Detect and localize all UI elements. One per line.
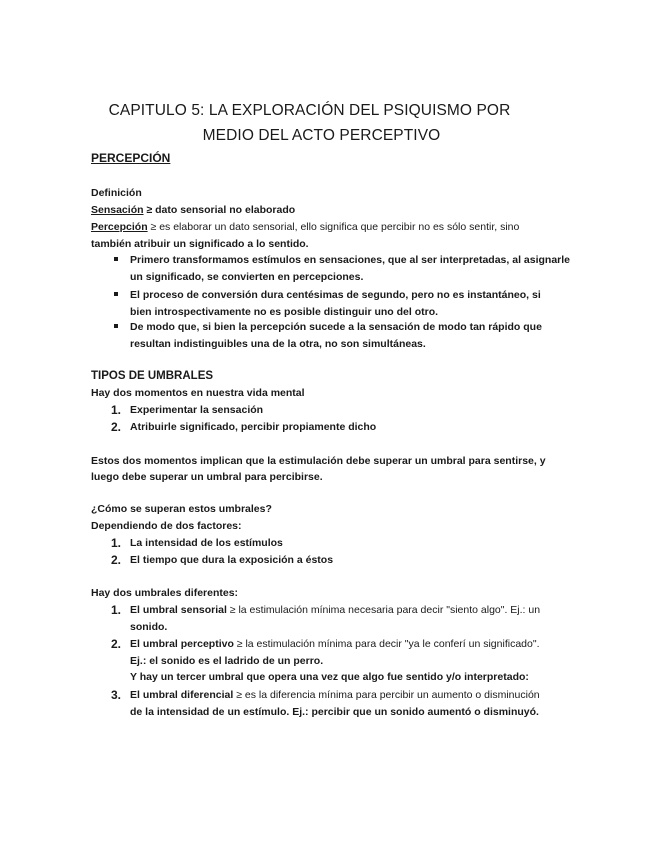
sensacion-term: Sensación — [91, 204, 144, 216]
list-number: 1. — [111, 403, 122, 417]
umbrales-para-1: Estos dos momentos implican que la estimulación debe superar un umbral para sentirse, y — [91, 455, 546, 467]
type-1-line-1 — [130, 604, 540, 616]
bullet-3-line-2: resultan indistinguibles una de la otra, no son simultáneas. — [130, 338, 426, 350]
definicion-heading: Definición — [91, 187, 142, 199]
list-number: 1. — [111, 536, 122, 550]
list-number: 3. — [111, 688, 122, 702]
sensacion-text: ≥ dato sensorial no elaborado — [143, 204, 296, 216]
bullet-2-line-1: El proceso de conversión dura centésimas de segundo, pero no es instantáneo, si — [130, 289, 541, 301]
title-line-2: MEDIO DEL ACTO PERCEPTIVO — [202, 127, 441, 144]
bullet-marker — [114, 292, 118, 296]
sensacion-line — [91, 204, 295, 216]
type-3-text: ≥ es la diferencia mínima para percibir un aumento o disminución — [233, 689, 540, 701]
bullet-marker — [114, 324, 118, 328]
factor-item-2: El tiempo que dura la exposición a éstos — [130, 554, 334, 566]
percepcion-line — [91, 221, 519, 233]
type-3-line-2: de la intensidad de un estímulo. Ej.: percibir que un sonido aumentó o disminuyó. — [130, 706, 539, 718]
list-number: 1. — [111, 603, 122, 617]
percepcion-text: ≥ es elaborar un dato sensorial, ello significa que percibir no es sólo sentir, sino — [147, 221, 520, 233]
bullet-1-line-2: un significado, se convierten en percepciones. — [130, 271, 364, 283]
umbrales-depend: Dependiendo de dos factores: — [91, 520, 242, 532]
type-3-line-1 — [130, 689, 540, 701]
type-2-line-2: Ej.: el sonido es el ladrido de un perro. — [130, 655, 324, 667]
bullet-2-line-2: bien introspectivamente no es posible distinguir uno del otro. — [130, 306, 439, 318]
umbrales-para-2: luego debe superar un umbral para percibirse. — [91, 471, 323, 483]
moment-item-2: Atribuirle significado, percibir propiamente dicho — [130, 421, 377, 433]
list-number: 2. — [111, 553, 122, 567]
type-1-line-2: sonido. — [130, 621, 168, 633]
type-3-term: El umbral diferencial — [130, 689, 234, 701]
title-line-1: CAPITULO 5: LA EXPLORACIÓN DEL PSIQUISMO POR — [108, 102, 511, 119]
type-2-line-3: Y hay un tercer umbral que opera una vez que algo fue sentido y/o interpretado: — [130, 671, 529, 683]
list-number: 2. — [111, 637, 122, 651]
types-intro: Hay dos umbrales diferentes: — [91, 587, 239, 599]
umbrales-heading: TIPOS DE UMBRALES — [91, 370, 214, 382]
percepcion-term: Percepción — [91, 221, 148, 233]
type-1-text: ≥ la estimulación mínima necesaria para decir "siento algo". Ej.: un — [226, 604, 541, 616]
percepcion-text-2: también atribuir un significado a lo sentido. — [91, 238, 309, 250]
bullet-1-line-1: Primero transformamos estímulos en sensaciones, que al ser interpretadas, al asignarle — [130, 254, 571, 266]
bullet-3-line-1: De modo que, si bien la percepción sucede a la sensación de modo tan rápido que — [130, 321, 542, 333]
bullet-marker — [114, 257, 118, 261]
list-number: 2. — [111, 420, 122, 434]
type-1-term: El umbral sensorial — [130, 604, 227, 616]
umbrales-intro: Hay dos momentos en nuestra vida mental — [91, 387, 305, 399]
type-2-text: ≥ la estimulación mínima para decir "ya le conferí un significado". — [233, 638, 540, 650]
type-2-line-1 — [130, 638, 539, 650]
moment-item-1: Experimentar la sensación — [130, 404, 264, 416]
factor-item-1: La intensidad de los estímulos — [130, 537, 283, 549]
section-heading: PERCEPCIÓN — [91, 151, 171, 165]
type-2-term: El umbral perceptivo — [130, 638, 234, 650]
umbrales-question: ¿Cómo se superan estos umbrales? — [91, 503, 272, 515]
